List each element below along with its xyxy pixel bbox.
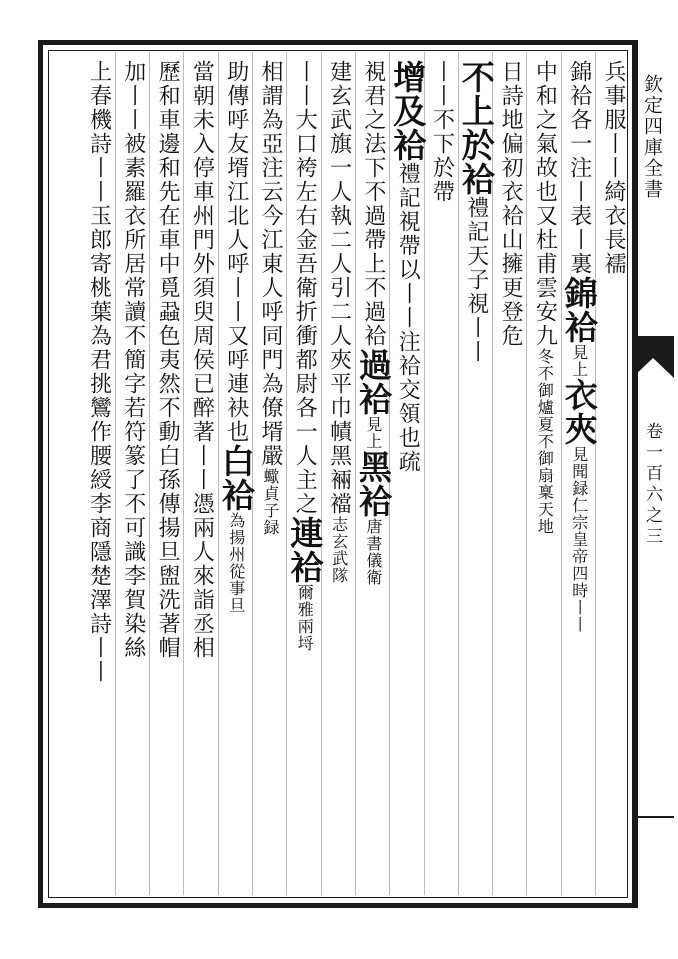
body-text: 助傳呼友壻江北人呼丨丨又呼連袂也 (223, 60, 249, 444)
text-column (84, 60, 114, 895)
text-column (186, 60, 216, 895)
volume-label: 卷一百六之三 (642, 422, 662, 548)
annotation-text: 冬不御爐夏不御扇稟天地 (535, 348, 555, 535)
column-divider (183, 52, 184, 895)
body-text: 視君之法下不過帶上不過袷 (360, 60, 386, 348)
margin-rule (634, 816, 674, 818)
text-column (495, 60, 525, 895)
body-text: 上春機詩丨丨玉郎寄桃葉為君挑鸞作腰綬李商隱楚澤詩丨丨 (86, 60, 112, 684)
text-column (598, 60, 628, 895)
text-column (152, 60, 182, 895)
annotation-text: 唐書儀衛 (363, 518, 383, 586)
column-divider (424, 52, 425, 895)
body-text: 禮記視帶以丨丨注袷交領也疏 (395, 162, 421, 474)
body-text: 加丨丨被素羅衣所居常讀不簡字若符篆了不可識李賀染絲 (120, 60, 146, 660)
body-text: 建玄武旗一人執二人引二人夾平巾幘黑裲襠 (326, 60, 352, 516)
text-column (216, 60, 256, 895)
entry-heading: 白袷 (216, 444, 256, 512)
text-column (529, 60, 559, 895)
column-divider (458, 52, 459, 895)
column-divider (218, 52, 219, 895)
body-text: 錦袷各一注丨表丨裏 (566, 60, 592, 276)
body-text: 兵事服丨丨綺衣長襦 (601, 60, 626, 276)
text-column (285, 60, 325, 895)
fishtail-mark-icon (632, 336, 674, 378)
annotation-text: 見上 (569, 344, 589, 378)
column-divider (526, 52, 527, 895)
body-text: 相謂為亞注云今江東人呼同門為僚壻嚴 (258, 60, 283, 468)
text-column (427, 60, 457, 895)
entry-heading: 錦袷 (559, 276, 599, 344)
text-column (353, 60, 393, 895)
body-text: 日詩地偏初衣袷山擁更登危 (498, 60, 524, 348)
column-divider (561, 52, 562, 895)
annotation-text: 蠍貞子録 (261, 468, 280, 536)
entry-heading: 黑袷 (353, 450, 393, 518)
column-divider (321, 52, 322, 895)
page-margin-column (632, 44, 672, 906)
text-column (559, 60, 599, 895)
annotation-text: 爾雅兩埒 (295, 584, 315, 652)
body-text: 中和之氣故也又杜甫雲安九 (532, 60, 558, 348)
body-text: 歷和車邊和先在車中覓蝨色夷然不動白孫傳揚旦盥洗著帽 (155, 60, 181, 660)
body-text: 丨丨不下於帶 (429, 60, 455, 204)
text-column (388, 60, 428, 895)
annotation-text: 為揚州從事旦 (226, 512, 246, 614)
entry-heading: 衣夾 (559, 378, 599, 446)
book-title: 欽定四庫全書 (641, 74, 663, 200)
entry-heading: 連袷 (285, 516, 325, 584)
annotation-text: 志玄武隊 (329, 516, 349, 584)
column-divider (286, 52, 287, 895)
entry-heading: 增及袷 (388, 60, 428, 162)
column-divider (115, 52, 116, 895)
column-divider (149, 52, 150, 895)
column-divider (355, 52, 356, 895)
column-divider (595, 52, 596, 895)
text-column (118, 60, 148, 895)
body-text: 禮記天子視丨丨 (463, 196, 489, 364)
body-text: 丨丨大口袴左右金吾衛折衝都尉各一人主之 (292, 60, 318, 516)
entry-heading: 過袷 (353, 348, 393, 416)
text-column (456, 60, 496, 895)
text-column (324, 60, 354, 895)
body-text: 當朝未入停車州門外須臾周侯已醉著丨丨憑兩人來詣丞相 (189, 60, 215, 660)
annotation-text: 見聞録仁宗皇帝四時丨丨 (569, 446, 589, 633)
annotation-text: 見上 (363, 416, 383, 450)
text-column (255, 60, 285, 895)
entry-heading: 不上於袷 (456, 60, 496, 196)
